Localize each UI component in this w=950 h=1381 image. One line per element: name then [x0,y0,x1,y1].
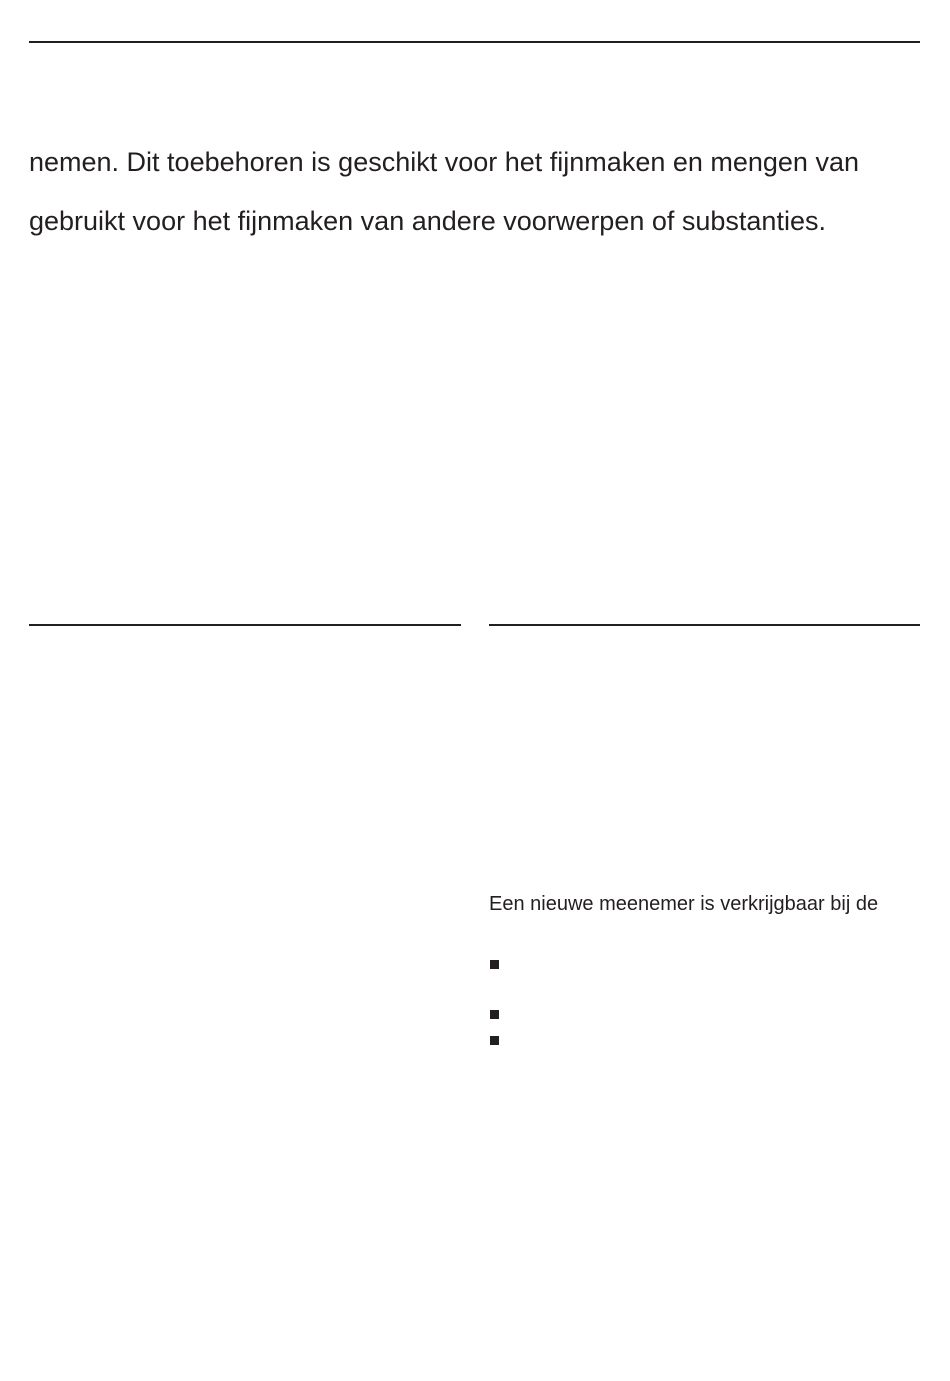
intro-line-2: gebruikt voor het fijnmaken van andere voorwerpen of substanties. [29,206,826,236]
bullet-square-icon [490,960,499,969]
left-column-divider [29,624,461,626]
bullet-square-icon [490,1010,499,1019]
bullet-square-icon [490,1036,499,1045]
right-column-divider [489,624,920,626]
top-divider [29,41,920,43]
intro-line-1: nemen. Dit toebehoren is geschikt voor het fijnmaken en mengen van [29,147,859,177]
right-column-note: Een nieuwe meenemer is verkrijgbaar bij de [489,893,879,915]
